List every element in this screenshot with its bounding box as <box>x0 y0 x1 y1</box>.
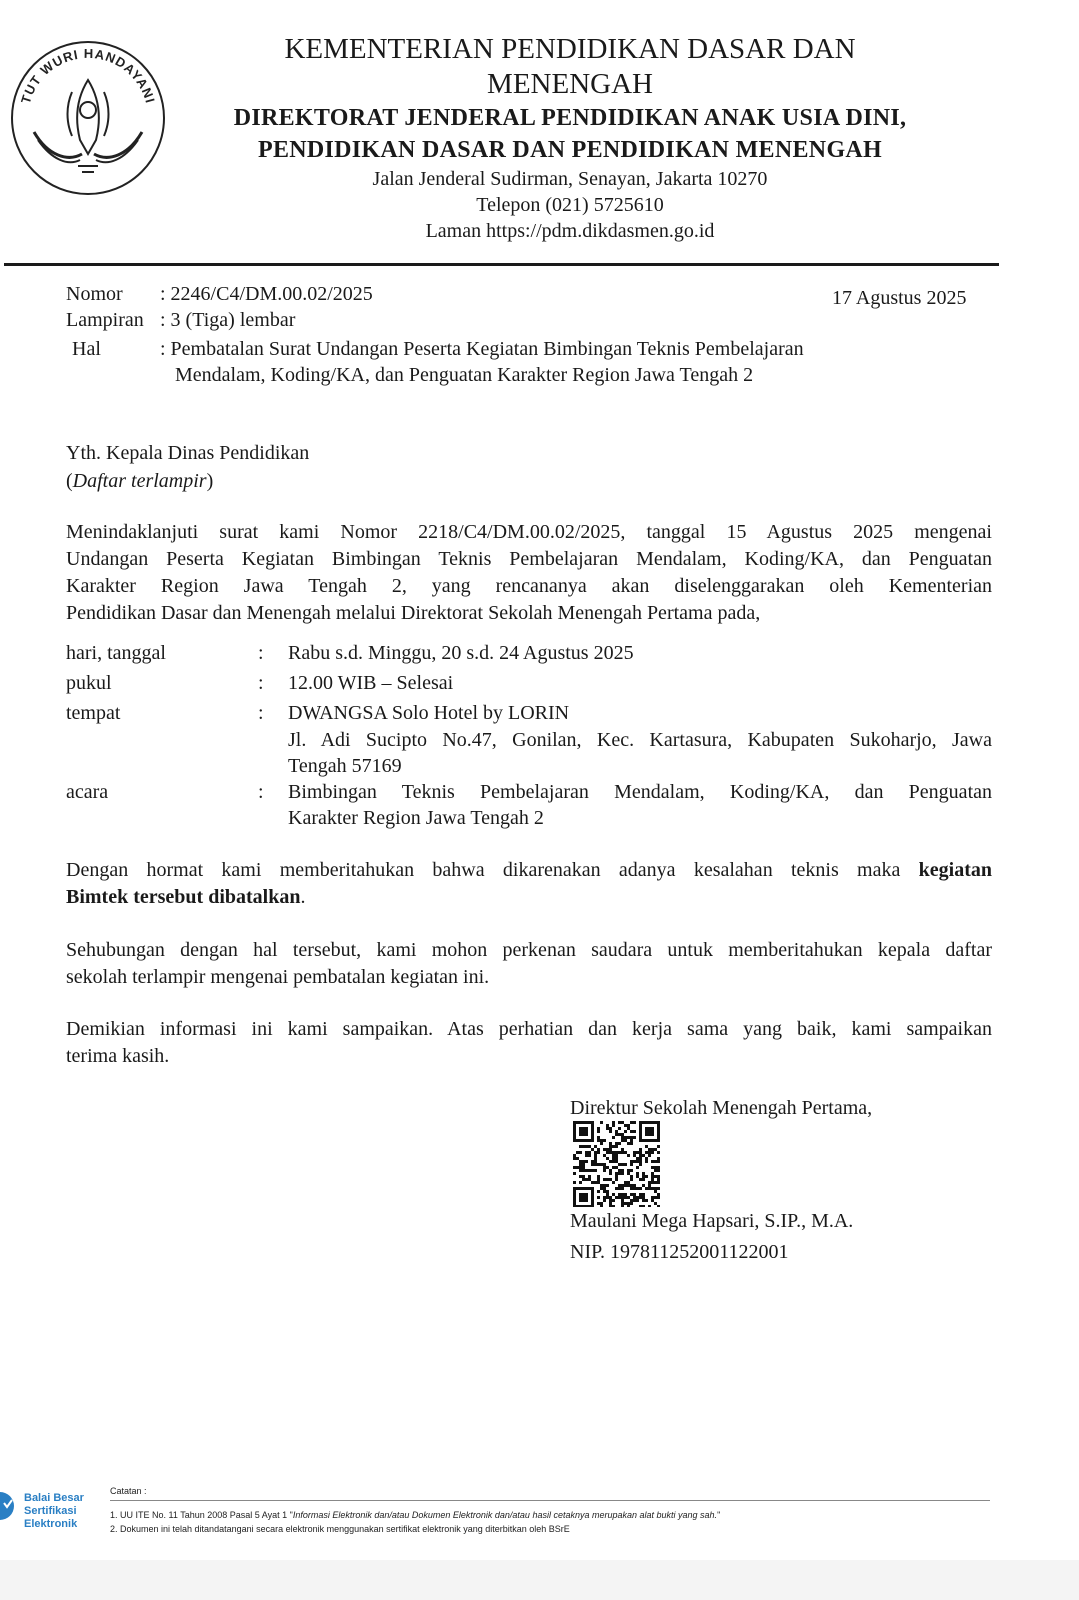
request-line: Sehubungan dengan hal tersebut, kami mohon perkenan saudara untuk memberitahukan kepala daftar <box>66 939 992 961</box>
intro-paragraph <box>66 519 992 627</box>
svg-text:TUT WURI HANDAYANI <box>18 46 158 105</box>
intro-line: Undangan Peserta Kegiatan Bimbingan Teknis Pembelajaran Mendalam, Koding/KA, dan Penguatan <box>66 548 992 570</box>
ministry-name-line1: KEMENTERIAN PENDIDIKAN DASAR DAN <box>284 33 856 65</box>
closing-paragraph <box>66 1016 992 1070</box>
detail-value-acara-line2: Karakter Region Jawa Tengah 2 <box>288 807 544 829</box>
signatory-name: Maulani Mega Hapsari, S.IP., M.A. <box>570 1210 854 1232</box>
detail-value-tempat-line3: Tengah 57169 <box>288 755 402 777</box>
detail-label-acara: acara <box>66 781 109 803</box>
footer-note-1: 1. UU ITE No. 11 Tahun 2008 Pasal 5 Ayat 1 "Informasi Elektronik dan/atau Dokumen Elektronik dan/atau hasil cetaknya merupakan alat bukti yang sah." <box>110 1510 721 1520</box>
intro-line: Karakter Region Jawa Tengah 2, yang rencananya akan diselenggarakan oleh Kementerian <box>66 575 992 597</box>
bsre-logo-icon <box>0 1488 20 1522</box>
detail-colon: : <box>258 642 264 664</box>
footer-divider <box>110 1500 990 1501</box>
signatory-nip: NIP. 197811252001122001 <box>570 1241 789 1263</box>
detail-value-acara-line1: Bimbingan Teknis Pembelajaran Mendalam, Koding/KA, dan Penguatan <box>288 781 992 803</box>
detail-label-hari: hari, tanggal <box>66 642 166 664</box>
nomor-label: Nomor <box>66 283 123 305</box>
address: Jalan Jenderal Sudirman, Senayan, Jakarta 10270 <box>372 168 768 190</box>
hal-value-line2: Mendalam, Koding/KA, dan Penguatan Karakter Region Jawa Tengah 2 <box>175 364 754 386</box>
nomor-value: : 2246/C4/DM.00.02/2025 <box>160 283 373 305</box>
ministry-name-line2: MENENGAH <box>487 68 653 100</box>
bsre-text-line2: Sertifikasi <box>24 1505 77 1517</box>
closing-line: Demikian informasi ini kami sampaikan. Atas perhatian dan kerja sama yang baik, kami sampaikan <box>66 1018 992 1040</box>
detail-colon: : <box>258 672 264 694</box>
detail-colon: : <box>258 781 264 803</box>
phone: Telepon (021) 5725610 <box>476 194 664 216</box>
tut-wuri-handayani-logo <box>8 36 168 196</box>
page-bottom-margin <box>0 1560 1079 1600</box>
detail-value-tempat-line1: DWANGSA Solo Hotel by LORIN <box>288 702 570 724</box>
letter-date: 17 Agustus 2025 <box>832 287 967 309</box>
signatory-title: Direktur Sekolah Menengah Pertama, <box>570 1097 873 1119</box>
intro-line: Pendidikan Dasar dan Menengah melalui Direktorat Sekolah Menengah Pertama pada, <box>66 602 761 624</box>
footer-note-2: 2. Dokumen ini telah ditandatangani secara elektronik menggunakan sertifikat elektronik yang diterbitkan oleh BSrE <box>110 1524 570 1534</box>
header-divider <box>4 263 999 266</box>
closing-line: terima kasih. <box>66 1045 170 1067</box>
lampiran-value: : 3 (Tiga) lembar <box>160 309 296 331</box>
recipient-line1: Yth. Kepala Dinas Pendidikan <box>66 442 310 464</box>
footer-catatan: Catatan : <box>110 1486 147 1496</box>
detail-value-hari: Rabu s.d. Minggu, 20 s.d. 24 Agustus 2025 <box>288 642 634 664</box>
lampiran-label: Lampiran <box>66 309 144 331</box>
detail-value-pukul: 12.00 WIB – Selesai <box>288 672 454 694</box>
bsre-text-line3: Elektronik <box>24 1518 78 1530</box>
request-line: sekolah terlampir mengenai pembatalan kegiatan ini. <box>66 966 490 988</box>
detail-colon: : <box>258 702 264 724</box>
cancellation-notice: Dengan hormat kami memberitahukan bahwa dikarenakan adanya kesalahan teknis maka kegiatan Bimtek tersebut dibatalkan. <box>66 859 992 908</box>
directorate-line1: DIREKTORAT JENDERAL PENDIDIKAN ANAK USIA DINI, <box>233 105 907 131</box>
hal-label: Hal <box>72 338 101 360</box>
recipient-line2: (Daftar terlampir) <box>66 470 214 492</box>
detail-value-tempat-line2: Jl. Adi Sucipto No.47, Gonilan, Kec. Kartasura, Kabupaten Sukoharjo, Jawa <box>288 729 992 751</box>
logo-motto-text: TUT WURI HANDAYANI <box>17 45 159 106</box>
website: Laman https://pdm.dikdasmen.go.id <box>425 220 715 242</box>
bsre-text-line1: Balai Besar <box>24 1492 84 1504</box>
hal-value-line1: : Pembatalan Surat Undangan Peserta Kegiatan Bimbingan Teknis Pembelajaran <box>160 338 804 360</box>
intro-line: Menindaklanjuti surat kami Nomor 2218/C4/DM.00.02/2025, tanggal 15 Agustus 2025 mengenai <box>66 521 992 543</box>
directorate-line2: PENDIDIKAN DASAR DAN PENDIDIKAN MENENGAH <box>257 137 883 163</box>
detail-label-pukul: pukul <box>66 672 112 694</box>
detail-label-tempat: tempat <box>66 702 121 724</box>
qr-code-signature <box>573 1121 663 1207</box>
request-paragraph <box>66 937 992 991</box>
